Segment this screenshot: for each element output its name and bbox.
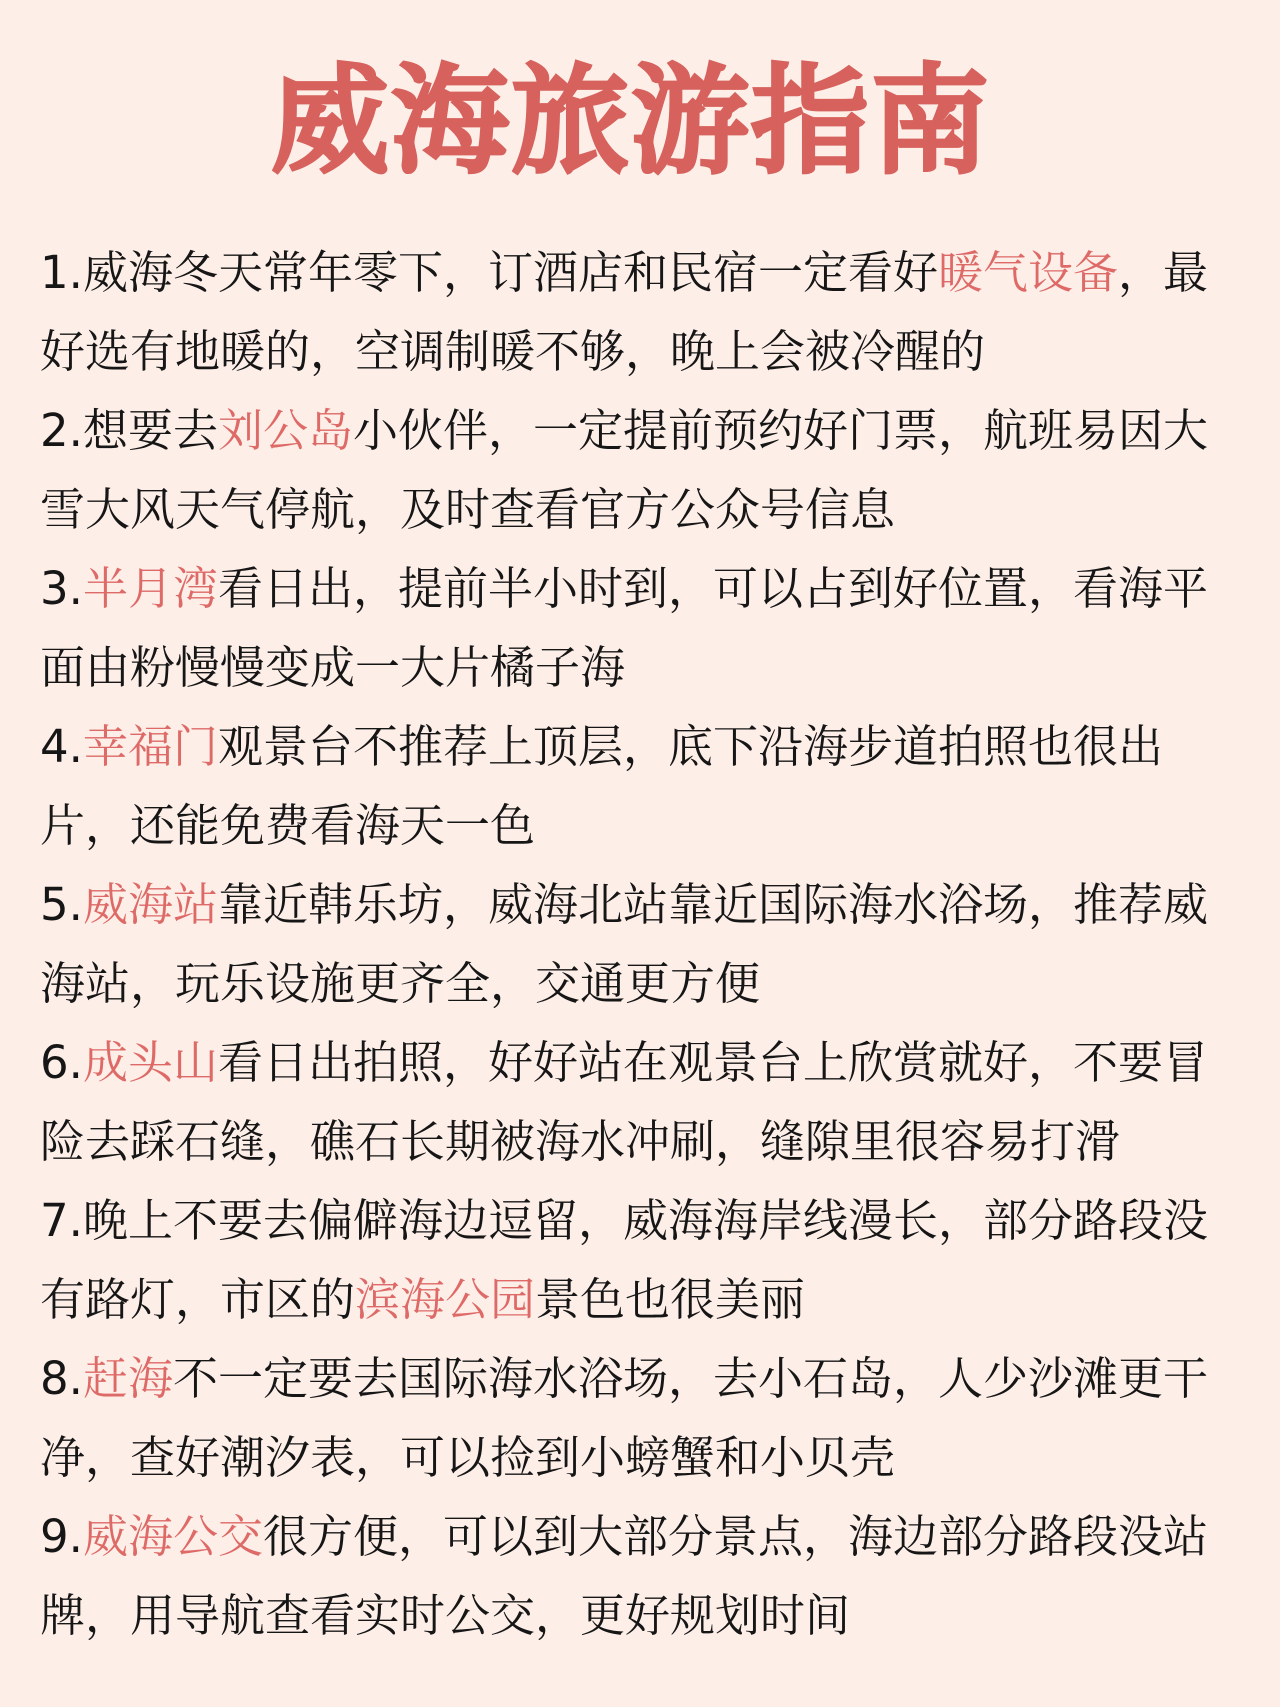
tip-item-3 xyxy=(40,549,1222,707)
tip-number: 4. xyxy=(40,720,83,773)
tip-number: 3. xyxy=(40,562,83,615)
tip-item-6 xyxy=(40,1023,1222,1181)
page-title: 威海旅游指南 xyxy=(270,52,991,190)
tip-text-after: ，最好选有地暖的，空调制暖不够，晚上会被冷醒的 xyxy=(40,246,1208,378)
tip-text-after: 景色也很美丽 xyxy=(535,1273,806,1326)
tip-highlight: 赶海 xyxy=(82,1352,173,1405)
tip-highlight: 威海站 xyxy=(82,878,218,931)
tip-text-before: 晚上不要去偏僻海边逗留，威海海岸线漫长，部分路段没有路灯，市区的 xyxy=(40,1194,1208,1326)
tip-text-before: 威海冬天常年零下，订酒店和民宿一定看好 xyxy=(82,246,938,299)
tip-highlight: 滨海公园 xyxy=(355,1273,536,1326)
tip-number: 2. xyxy=(40,404,83,457)
tip-text-after: 小伙伴，一定提前预约好门票，航班易因大雪大风天气停航，及时查看官方公众号信息 xyxy=(40,404,1208,536)
tip-highlight: 暖气设备 xyxy=(937,246,1118,299)
tip-text-after: 观景台不推荐上顶层，底下沿海步道拍照也很出片，还能免费看海天一色 xyxy=(40,720,1163,852)
tip-number: 1. xyxy=(40,246,83,299)
tip-item-2 xyxy=(40,391,1222,549)
tip-text-after: 看日出拍照，好好站在观景台上欣赏就好，不要冒险去踩石缝，礁石长期被海水冲刷，缝隙里很容易打滑 xyxy=(40,1036,1208,1168)
tip-highlight: 成头山 xyxy=(82,1036,218,1089)
tip-item-4 xyxy=(40,707,1222,865)
tip-item-7 xyxy=(40,1181,1222,1339)
tip-text-after: 很方便，可以到大部分景点，海边部分路段没站牌，用导航查看实时公交，更好规划时间 xyxy=(40,1510,1208,1642)
tip-text-after: 靠近韩乐坊，威海北站靠近国际海水浴场，推荐威海站，玩乐设施更齐全，交通更方便 xyxy=(40,878,1208,1010)
tip-highlight: 威海公交 xyxy=(82,1510,263,1563)
tip-text-after: 不一定要去国际海水浴场，去小石岛，人少沙滩更干净，查好潮汐表，可以捡到小螃蟹和小贝壳 xyxy=(40,1352,1208,1484)
tip-number: 6. xyxy=(40,1036,83,1089)
tip-number: 9. xyxy=(40,1510,83,1563)
tips-list xyxy=(40,233,1222,1655)
tip-number: 7. xyxy=(40,1194,83,1247)
tip-highlight: 刘公岛 xyxy=(217,404,353,457)
tip-item-9 xyxy=(40,1497,1222,1655)
tip-number: 8. xyxy=(40,1352,83,1405)
tip-item-8 xyxy=(40,1339,1222,1497)
tip-item-1 xyxy=(40,233,1222,391)
tip-text-before: 想要去 xyxy=(82,404,218,457)
tip-item-5 xyxy=(40,865,1222,1023)
tip-highlight: 半月湾 xyxy=(82,562,218,615)
tip-highlight: 幸福门 xyxy=(82,720,218,773)
tip-text-after: 看日出，提前半小时到，可以占到好位置，看海平面由粉慢慢变成一大片橘子海 xyxy=(40,562,1208,694)
tip-number: 5. xyxy=(40,878,83,931)
